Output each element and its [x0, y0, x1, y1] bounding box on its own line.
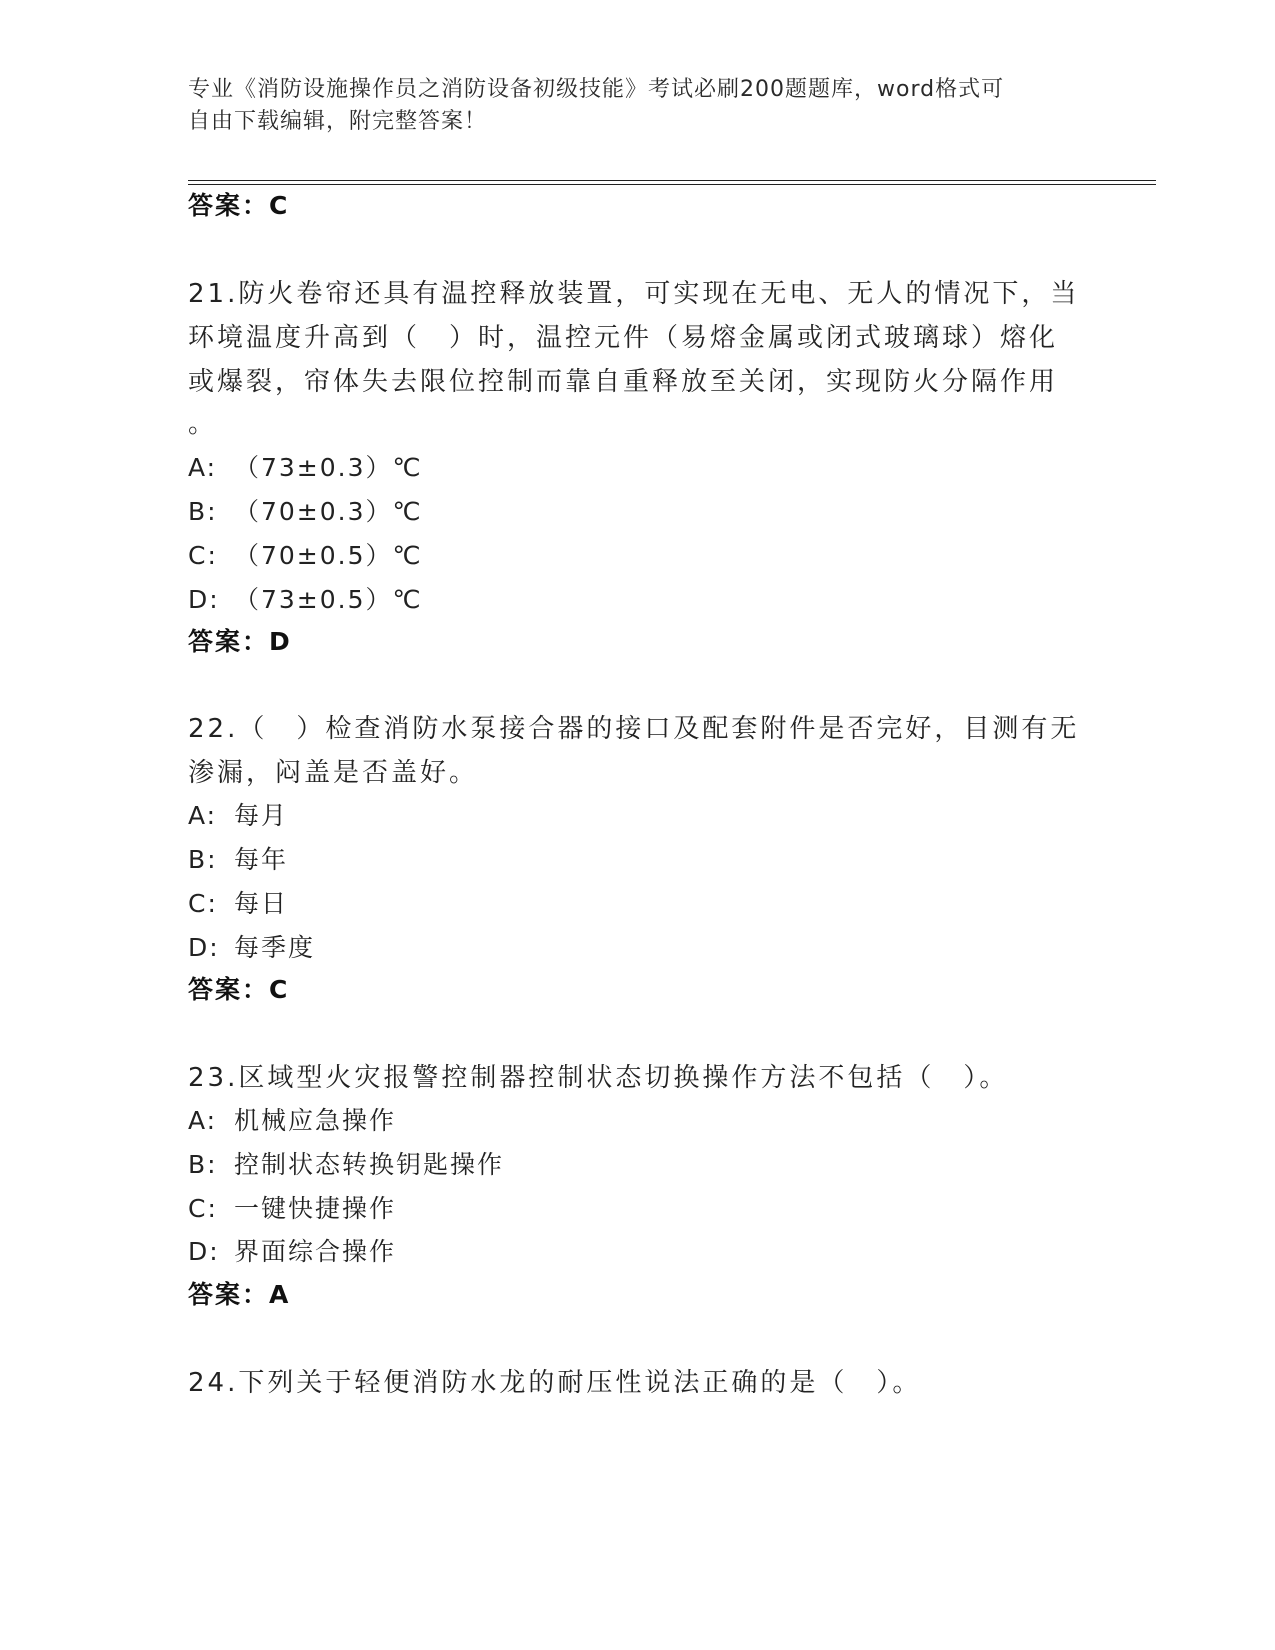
option-a — [188, 448, 423, 484]
question-text-line: 22.（ ）检查消防水泵接合器的接口及配套附件是否完好，目测有无 — [188, 714, 1080, 744]
option-text: （73±0.5）℃ — [234, 585, 423, 614]
question-text-line: 或爆裂，帘体失去限位控制而靠自重释放至关闭，实现防火分隔作用 — [188, 367, 1059, 397]
option-letter: C: — [188, 1194, 218, 1223]
option-c — [188, 1189, 396, 1225]
option-letter: C: — [188, 889, 218, 918]
option-letter: B: — [188, 1150, 218, 1179]
option-b — [188, 840, 288, 876]
option-text: 控制状态转换钥匙操作 — [234, 1150, 505, 1179]
option-letter: B: — [188, 845, 218, 874]
question-text-line: 。 — [188, 409, 218, 439]
question-text-line: 23.区域型火灾报警控制器控制状态切换操作方法不包括（ ）。 — [188, 1063, 1009, 1093]
option-d — [188, 580, 423, 616]
option-b — [188, 492, 423, 528]
answer-text: 答案：C — [188, 975, 290, 1004]
question-text-line: 21.防火卷帘还具有温控释放装置，可实现在无电、无人的情况下，当 — [188, 279, 1080, 309]
option-text: （73±0.3）℃ — [234, 453, 423, 482]
option-letter: C: — [188, 541, 218, 570]
option-letter: A: — [188, 1106, 218, 1135]
option-c — [188, 536, 423, 572]
option-a — [188, 1101, 396, 1137]
option-letter: A: — [188, 801, 218, 830]
question-text-line: 24.下列关于轻便消防水龙的耐压性说法正确的是（ ）。 — [188, 1368, 922, 1398]
question-text-line: 环境温度升高到（ ）时，温控元件（易熔金属或闭式玻璃球）熔化 — [188, 323, 1059, 353]
option-text: （70±0.5）℃ — [234, 541, 423, 570]
option-text: 机械应急操作 — [234, 1106, 397, 1135]
option-d — [188, 1232, 396, 1268]
previous-answer: 答案：C — [188, 191, 290, 220]
option-b — [188, 1145, 504, 1181]
option-text: 每年 — [234, 845, 289, 874]
option-letter: D: — [188, 933, 220, 962]
option-c — [188, 884, 288, 920]
question-text-line: 渗漏，闷盖是否盖好。 — [188, 758, 479, 788]
option-a — [188, 796, 288, 832]
page-header — [188, 74, 1068, 138]
option-d — [188, 928, 315, 964]
header-divider-top — [188, 180, 1156, 181]
option-text: 一键快捷操作 — [234, 1194, 397, 1223]
option-text: 每季度 — [234, 933, 316, 962]
option-letter: D: — [188, 1237, 220, 1266]
header-line-1: 专业《消防设施操作员之消防设备初级技能》考试必刷200题题库，word格式可 — [188, 77, 1005, 102]
option-text: （70±0.3）℃ — [234, 497, 423, 526]
option-letter: D: — [188, 585, 220, 614]
option-text: 界面综合操作 — [234, 1237, 397, 1266]
option-text: 每日 — [234, 889, 289, 918]
option-text: 每月 — [234, 801, 289, 830]
option-letter: B: — [188, 497, 218, 526]
option-letter: A: — [188, 453, 218, 482]
answer-text: 答案：A — [188, 1280, 291, 1309]
header-line-2: 自由下载编辑，附完整答案！ — [188, 109, 488, 134]
answer-text: 答案：D — [188, 627, 292, 656]
header-divider-bottom — [188, 184, 1156, 185]
